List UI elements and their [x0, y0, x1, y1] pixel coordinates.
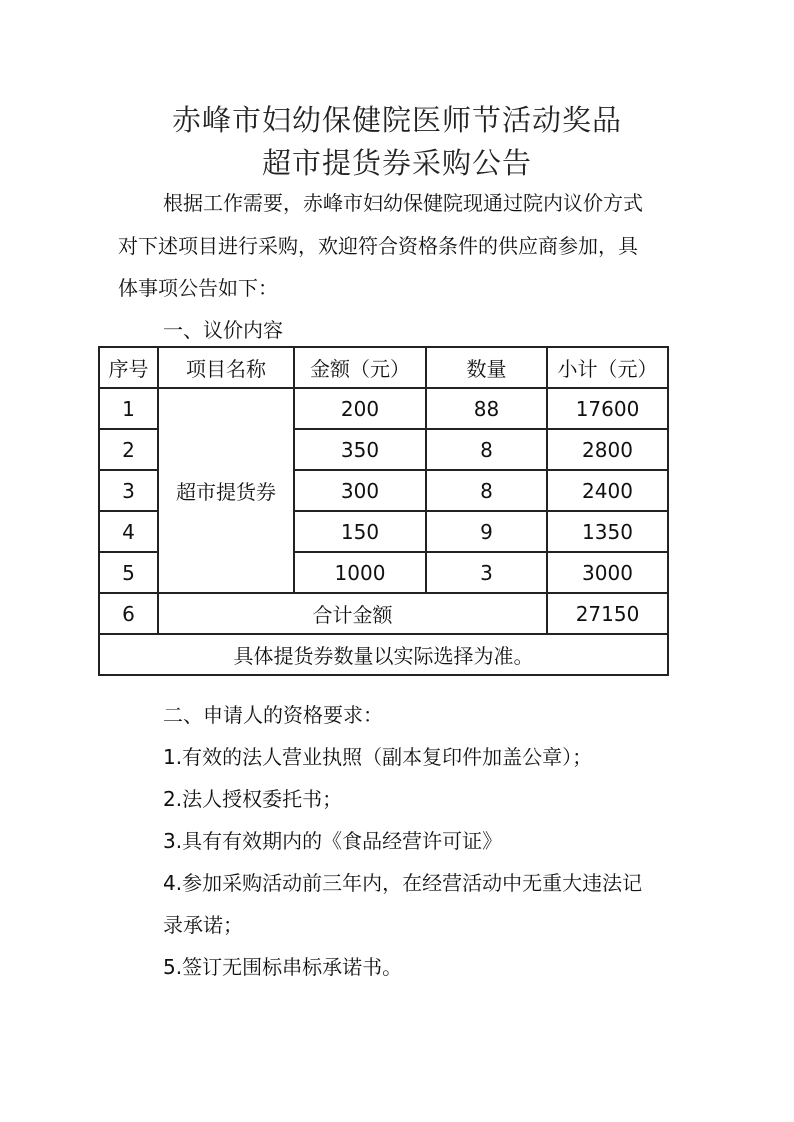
section1-heading: 一、议价内容 [163, 318, 283, 342]
cell-qty: 88 [426, 388, 547, 429]
table-header-row [99, 347, 668, 388]
cell-qty: 8 [426, 470, 547, 511]
cell-amount: 350 [294, 429, 426, 470]
cell-subtotal: 2400 [547, 470, 668, 511]
cell-subtotal: 1350 [547, 511, 668, 552]
cell-qty: 8 [426, 429, 547, 470]
header-no: 序号 [99, 347, 158, 388]
requirement-item: 4.参加采购活动前三年内，在经营活动中无重大违法记 [163, 871, 643, 895]
cell-subtotal: 3000 [547, 552, 668, 593]
cell-subtotal: 17600 [547, 388, 668, 429]
cell-no: 4 [99, 511, 158, 552]
cell-item-name: 超市提货券 [158, 388, 294, 593]
cell-qty: 3 [426, 552, 547, 593]
total-value: 27150 [547, 593, 668, 634]
table-note-row [99, 634, 668, 675]
header-qty: 数量 [426, 347, 547, 388]
intro-line3: 体事项公告如下： [118, 276, 278, 300]
header-item-name: 项目名称 [158, 347, 294, 388]
section2-heading: 二、申请人的资格要求： [163, 703, 383, 727]
requirement-item: 5.签订无围标串标承诺书。 [163, 955, 403, 979]
intro-line2: 对下述项目进行采购，欢迎符合资格条件的供应商参加，具 [118, 234, 638, 258]
cell-amount: 150 [294, 511, 426, 552]
cell-qty: 9 [426, 511, 547, 552]
cell-no: 3 [99, 470, 158, 511]
total-no: 6 [99, 593, 158, 634]
requirement-item: 3.具有有效期内的《食品经营许可证》 [163, 829, 503, 853]
pricing-table [98, 346, 669, 676]
document-title-line1: 赤峰市妇幼保健院医师节活动奖品 [171, 103, 622, 137]
cell-amount: 1000 [294, 552, 426, 593]
cell-subtotal: 2800 [547, 429, 668, 470]
table-total-row [99, 593, 668, 634]
cell-no: 5 [99, 552, 158, 593]
table-row [99, 388, 668, 429]
table-note: 具体提货券数量以实际选择为准。 [99, 634, 668, 675]
cell-no: 2 [99, 429, 158, 470]
header-amount: 金额（元） [294, 347, 426, 388]
intro-line1: 根据工作需要，赤峰市妇幼保健院现通过院内议价方式 [163, 191, 643, 215]
cell-amount: 200 [294, 388, 426, 429]
requirement-item: 1.有效的法人营业执照（副本复印件加盖公章）； [163, 745, 593, 769]
total-label: 合计金额 [158, 593, 547, 634]
cell-amount: 300 [294, 470, 426, 511]
requirement-item-continued: 录承诺； [163, 913, 243, 937]
cell-no: 1 [99, 388, 158, 429]
header-subtotal: 小计（元） [547, 347, 668, 388]
requirement-item: 2.法人授权委托书； [163, 787, 343, 811]
document-title-line2: 超市提货券采购公告 [261, 146, 532, 180]
